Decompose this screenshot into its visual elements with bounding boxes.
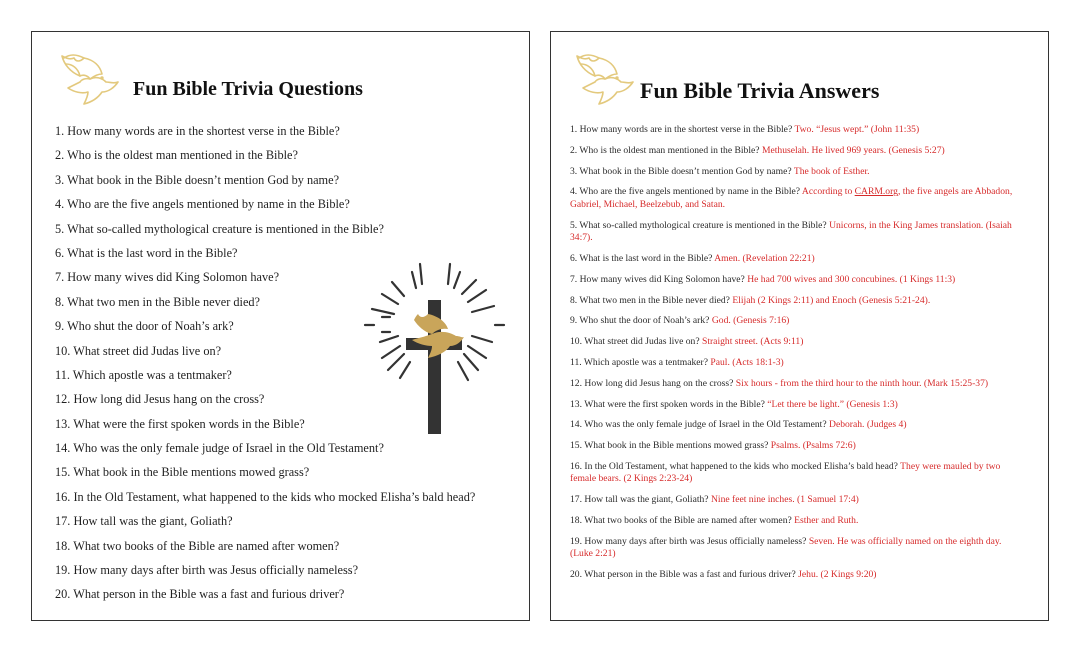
answer-item [570, 186, 1022, 211]
question-item: 18. What two books of the Bible are named after women? [55, 538, 340, 553]
question-text: 17. How tall was the giant, Goliath? [570, 494, 709, 506]
answer-text: According to [801, 186, 853, 198]
answer-text: Deborah. (Judges 4) [829, 419, 907, 431]
answer-item [570, 220, 1022, 245]
answer-item [570, 315, 1022, 328]
answer-text: Unicorns, in the King James translation. (Isaiah 34:7). [570, 219, 1012, 244]
question-text: 19. How many days after birth was Jesus officially nameless? [570, 535, 807, 547]
answer-text: Nine feet nine inches. (1 Samuel 17:4) [710, 494, 859, 506]
cross-dove-icon [362, 254, 507, 434]
answer-item [570, 569, 1022, 582]
answer-text: Elijah (2 Kings 2:11) and Enoch (Genesis 5:21-24). [732, 294, 931, 306]
question-text: 7. How many wives did King Solomon have? [570, 273, 745, 285]
question-item: 2. Who is the oldest man mentioned in the Bible? [55, 148, 298, 163]
answer-text: , the five angels are Abbadon, Gabriel, Michael, Beelzebub, and Satan. [570, 186, 1013, 210]
question-text: 3. What book in the Bible doesn’t mention God by name? [570, 165, 792, 177]
page-title: Fun Bible Trivia Answers [640, 78, 880, 103]
question-item: 13. What were the first spoken words in the Bible? [55, 416, 305, 431]
answer-item [570, 295, 1022, 308]
answer-text: They were mauled by two female bears. (2 Kings 2:23-24) [570, 460, 1001, 485]
question-item: 9. Who shut the door of Noah’s ark? [55, 319, 234, 334]
question-item: 19. How many days after birth was Jesus officially nameless? [55, 563, 359, 578]
answer-text: Amen. (Revelation 22:21) [714, 252, 815, 264]
question-item: 10. What street did Judas live on? [55, 343, 222, 358]
question-item: 17. How tall was the giant, Goliath? [55, 514, 233, 529]
question-item: 16. In the Old Testament, what happened to the kids who mocked Elisha’s bald head? [55, 489, 476, 504]
question-text: 13. What were the first spoken words in the Bible? [570, 398, 765, 410]
answer-item [570, 274, 1022, 287]
answers-page [550, 31, 1049, 621]
question-text: 11. Which apostle was a tentmaker? [570, 356, 708, 368]
answer-text: Straight street. (Acts 9:11) [701, 336, 804, 348]
answer-item [570, 440, 1022, 453]
answer-text: Six hours - from the third hour to the ninth hour. (Mark 15:25-37) [735, 377, 989, 389]
answer-item [570, 357, 1022, 370]
question-text: 15. What book in the Bible mentions mowed grass? [570, 440, 769, 452]
answer-text: He had 700 wives and 300 concubines. (1 Kings 11:3) [747, 273, 956, 285]
question-item: 7. How many wives did King Solomon have? [55, 270, 280, 285]
answer-item [570, 166, 1022, 179]
question-text: 12. How long did Jesus hang on the cross? [570, 377, 734, 389]
dove-outline-icon [54, 52, 122, 106]
question-item: 6. What is the last word in the Bible? [55, 245, 238, 260]
answer-text: Methuselah. He lived 969 years. (Genesis 5:27) [761, 144, 945, 156]
question-text: 20. What person in the Bible was a fast and furious driver? [570, 569, 796, 581]
answer-item [570, 336, 1022, 349]
answer-text: Jehu. (2 Kings 9:20) [798, 569, 877, 581]
answer-item [570, 124, 1022, 137]
question-text: 16. In the Old Testament, what happened to the kids who mocked Elisha’s bald head? [570, 460, 898, 472]
dove-outline-icon [569, 52, 637, 106]
answer-text: Psalms. (Psalms 72:6) [770, 440, 856, 452]
question-item: 1. How many words are in the shortest verse in the Bible? [55, 124, 340, 138]
answer-item [570, 461, 1022, 486]
answer-text: God. (Genesis 7:16) [711, 315, 790, 327]
question-item: 11. Which apostle was a tentmaker? [55, 367, 232, 382]
answer-item [570, 399, 1022, 412]
carm-link[interactable]: CARM.org [854, 186, 898, 198]
question-item: 8. What two men in the Bible never died? [55, 294, 261, 309]
question-text: 1. How many words are in the shortest verse in the Bible? [570, 124, 793, 135]
answer-item [570, 378, 1022, 391]
question-item: 5. What so-called mythological creature is mentioned in the Bible? [55, 221, 384, 236]
question-item: 15. What book in the Bible mentions mowed grass? [55, 465, 310, 480]
question-text: 18. What two books of the Bible are named after women? [570, 515, 792, 527]
answer-item [570, 494, 1022, 507]
question-text: 4. Who are the five angels mentioned by name in the Bible? [570, 186, 801, 198]
questions-page [31, 31, 530, 621]
question-text: 9. Who shut the door of Noah’s ark? [570, 315, 710, 327]
answer-item [570, 145, 1022, 158]
answer-text: “Let there be light.” (Genesis 1:3) [767, 398, 898, 410]
answer-text: Esther and Ruth. [794, 515, 859, 527]
answer-item [570, 515, 1022, 528]
question-item: 3. What book in the Bible doesn’t mention God by name? [55, 172, 340, 187]
question-item: 20. What person in the Bible was a fast and furious driver? [55, 587, 345, 602]
page-title: Fun Bible Trivia Questions [133, 78, 363, 100]
answer-item [570, 419, 1022, 432]
answer-text: Paul. (Acts 18:1-3) [710, 356, 784, 368]
answer-item [570, 253, 1022, 266]
answer-text: Two. “Jesus wept.” (John 11:35) [794, 124, 920, 135]
answer-item [570, 536, 1022, 561]
answer-text: The book of Esther. [793, 165, 870, 177]
question-text: 8. What two men in the Bible never died? [570, 294, 730, 306]
question-item: 12. How long did Jesus hang on the cross? [55, 392, 265, 407]
question-item: 14. Who was the only female judge of Israel in the Old Testament? [55, 441, 384, 456]
answer-list [570, 124, 1022, 590]
question-text: 6. What is the last word in the Bible? [570, 252, 713, 264]
question-text: 2. Who is the oldest man mentioned in the Bible? [570, 144, 760, 156]
question-text: 14. Who was the only female judge of Israel in the Old Testament? [570, 419, 827, 431]
question-item: 4. Who are the five angels mentioned by name in the Bible? [55, 197, 350, 212]
answer-text: Seven. He was officially named on the eighth day. (Luke 2:21) [570, 535, 1002, 560]
question-text: 5. What so-called mythological creature is mentioned in the Bible? [570, 219, 827, 231]
question-text: 10. What street did Judas live on? [570, 336, 700, 348]
